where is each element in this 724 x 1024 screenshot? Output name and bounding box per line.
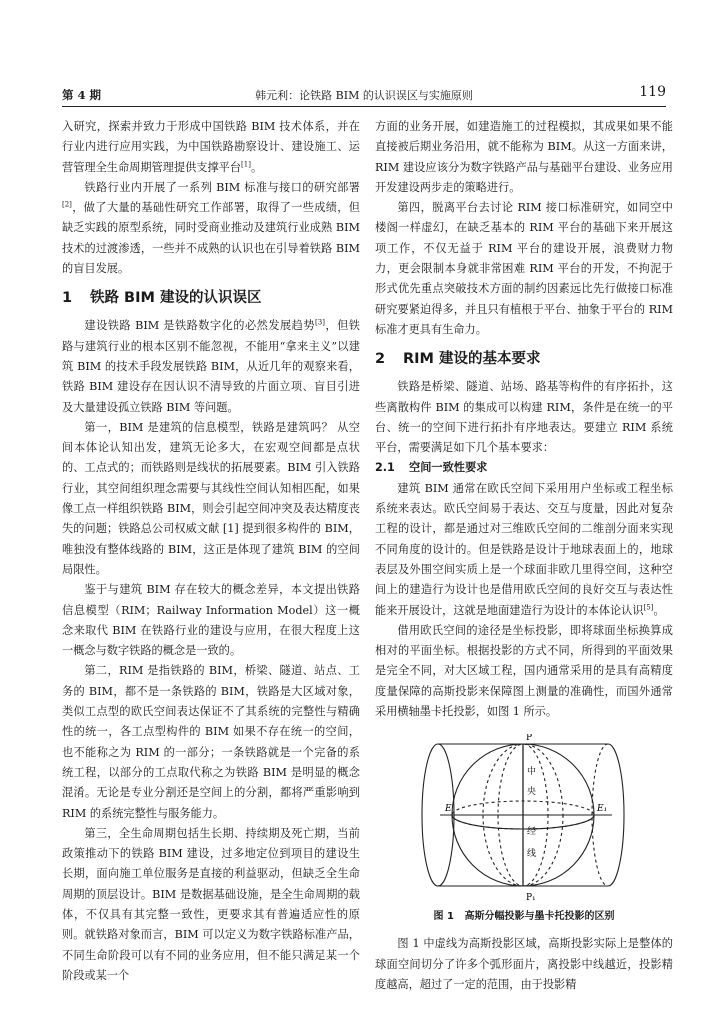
- paragraph: 铁路行业内开展了一系列 BIM 标准与接口的研究部署[2]，做了大量的基础性研究工作部署，取得了一些成绩，但缺乏实践的原型系统，同时受商业推动及建筑行业成熟 BIM 技术的过渡渗透，一些并不成熟的认识也在引导着铁路 BIM 的盲目发展。: [62, 180, 360, 276]
- right-column: [375, 117, 673, 995]
- citation: [1]: [241, 159, 251, 168]
- paragraph: 铁路是桥梁、隧道、站场、路基等构件的有序拓扑，这些离散构件 BIM 的集成可以构建 RIM，条件是在统一的平台、统一的空间下进行拓扑有序地表达。要建立 RIM 系统平台，需要满足如下几个基本要求：: [375, 380, 673, 455]
- running-header: [62, 84, 666, 107]
- paragraph: 入研究，探索并致力于形成中国铁路 BIM 技术体系，并在行业内进行应用实践，为中国铁路勘察设计、建设施工、运营管理全生命周期管理提供支撑平台[1]。: [62, 120, 360, 174]
- citation: [5]: [643, 602, 654, 611]
- label-xian: 线: [527, 849, 537, 860]
- label-p: P: [526, 734, 533, 744]
- subsection-heading: 2.1 空间一致性要求: [375, 461, 488, 475]
- paragraph: 图 1 中虚线为高斯投影区域，高斯投影实际上是整体的球面空间切分了许多个弧形面片，离投影中线越近，投影精度越高，超过了一定的范围，由于投影精: [375, 937, 673, 991]
- paragraph: 第一，BIM 是建筑的信息模型，铁路是建筑吗？ 从空间本体论认知出发，建筑无论多大，在宏观空间都是点状的、工点式的；而铁路则是线状的拓展要素。BIM 引入铁路行业，其空间组织理念需要与其线性空间认知相匹配，如果像工点一样组织铁路 BIM，则会引起空间冲突及表达精度丧失的问题；铁路总公司权威文献 [1] 提到很多构件的 BIM，唯独没有整体线路的 BIM，这正是体现了建筑 BIM 的空间局限性。: [62, 420, 360, 576]
- paragraph: 鉴于与建筑 BIM 存在较大的概念差异，本文提出铁路信息模型（RIM；Railway Information Model）这一概念来取代 BIM 在铁路行业的建设与应用，在很大程度上这一概念与数字铁路的概念是一致的。: [62, 583, 360, 658]
- paragraph: 第二，RIM 是指铁路的 BIM，桥梁、隧道、站点、工务的 BIM，都不是一条铁路的 BIM，铁路是大区域对象，类似工点型的欧氏空间表达保证不了其系统的完整性与精确性的统一，各工点型构件的 BIM 如果不存在统一的空间，也不能称之为 RIM 的一部分；一条铁路就是一个完备的系统工程，以部分的工点取代称之为铁路 BIM 是明显的概念混淆。无论是专业分割还是空间上的分割，都将严重影响到 RIM 的系统完整性与服务能力。: [62, 664, 360, 820]
- figure-caption: 图 1 高斯分幅投影与墨卡托投影的区别: [433, 911, 615, 923]
- paragraph: 建筑 BIM 通常在欧氏空间下采用用户坐标或工程坐标系统来表达。欧氏空间易于表达、交互与度量，因此对复杂工程的设计，都是通过对三维欧氏空间的二维剖分面来实现不同角度的设计的。但是铁路是设计于地球表面上的，地球表层及外围空间实质上是一个球面非欧几里得空间，这种空间上的建造行为设计也是借用欧氏空间的良好交互与表达性能来开展设计，这就是地面建造行为设计的本体论认识[5]。: [375, 481, 673, 617]
- issue-number: 第 4 期: [62, 88, 102, 102]
- citation: [2]: [62, 200, 72, 209]
- paragraph: 借用欧氏空间的途径是坐标投影，即将球面坐标换算成相对的平面坐标。根据投影的方式不同，所得到的平面效果是完全不同，对大区域工程，国内通常采用的是具有高精度度量保障的高斯投影来保障图上测量的准确性，而国外通常采用横轴墨卡托投影，如图 1 所示。: [375, 623, 673, 719]
- section-heading: 2 RIM 建设的基本要求: [375, 351, 541, 368]
- paragraph: 建设铁路 BIM 是铁路数字化的必然发展趋势[3]，但铁路与建筑行业的根本区别不能忽视，不能用“拿来主义”以建筑 BIM 的技术手段发展铁路 BIM，从近几年的观察来看，铁路 BIM 建设存在因认识不清导致的片面立项、盲目引进及大量建设孤立铁路 BIM 等问题。: [62, 318, 360, 414]
- figure-1: [375, 734, 673, 902]
- section-heading: 1 铁路 BIM 建设的认识误区: [62, 290, 262, 307]
- running-title: 韩元利：论铁路 BIM 的认识误区与实施原则: [255, 89, 473, 102]
- left-column: [62, 117, 360, 986]
- label-zhong: 中: [527, 767, 537, 778]
- citation: [3]: [315, 318, 325, 327]
- label-p1: P₁: [526, 893, 536, 903]
- paragraph: 第四，脱离平台去讨论 RIM 接口标准研究，如同空中楼阁一样虚幻，在缺乏基本的 RIM 平台的基础下来开展这项工作，不仅无益于 RIM 平台的建设开展，浪费财力物力，更会限制本身就非常困难 RIM 平台的开发，不拘泥于形式优先重点突破技术方面的制约因素远比先行做接口标准研究要紧迫得多，并且只有植根于平台、抽象于平台的 RIM 标准才更具有生命力。: [375, 201, 673, 336]
- label-yang: 央: [527, 787, 537, 798]
- label-e1: E₁: [597, 804, 608, 815]
- page-number: 119: [639, 84, 666, 100]
- label-jing: 经: [527, 827, 537, 838]
- paragraph: 第三，全生命周期包括生长期、持续期及死亡期，当前政策推动下的铁路 BIM 建设，过多地定位到项目的建设生长期，面向施工单位服务是直接的利益驱动，但缺乏全生命周期的顶层设计。BIM 是数据基础设施，是全生命周期的载体，不仅具有其完整一致性，更要求其有普遍适应性的原则。就铁路对象而言，BIM 可以定义为数字铁路标准产品，不同生命阶段可以有不同的业务应用，但不能只满足某一个阶段或某一个: [62, 826, 360, 982]
- projection-diagram: [375, 734, 673, 902]
- paragraph: 方面的业务开展，如建造施工的过程模拟，其成果如果不能直接被后期业务沿用，就不能称为 BIM。从这一方面来讲，RIM 建设应该分为数字铁路产品与基础平台建设、业务应用开发建设两步走的策略进行。: [375, 120, 673, 194]
- label-e: E: [445, 804, 452, 815]
